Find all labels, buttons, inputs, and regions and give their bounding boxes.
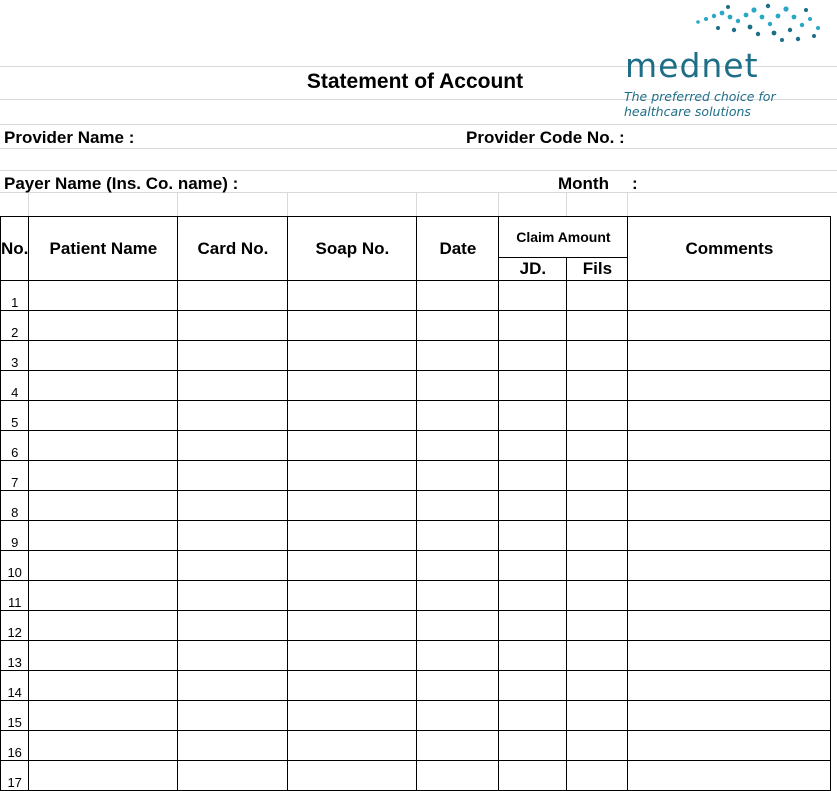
fils-cell[interactable] bbox=[567, 641, 628, 671]
jd-cell[interactable] bbox=[499, 611, 567, 641]
patient-name-cell[interactable] bbox=[29, 641, 178, 671]
card-no-cell[interactable] bbox=[178, 371, 288, 401]
patient-name-cell[interactable] bbox=[29, 461, 178, 491]
sheet-gridline bbox=[627, 192, 628, 216]
soap-no-cell[interactable] bbox=[288, 641, 417, 671]
row-number: 3 bbox=[1, 341, 29, 371]
date-cell[interactable] bbox=[417, 641, 499, 671]
table-row bbox=[1, 401, 831, 431]
logo-tagline: The preferred choice for bbox=[624, 89, 776, 104]
logo-dots-icon bbox=[618, 0, 837, 50]
patient-name-cell[interactable] bbox=[29, 491, 178, 521]
row-number: 7 bbox=[1, 461, 29, 491]
table-row bbox=[1, 551, 831, 581]
row-number: 12 bbox=[1, 611, 29, 641]
fils-cell[interactable] bbox=[567, 551, 628, 581]
soap-no-cell[interactable] bbox=[288, 431, 417, 461]
jd-cell[interactable] bbox=[499, 701, 567, 731]
card-no-cell[interactable] bbox=[178, 761, 288, 791]
soap-no-cell[interactable] bbox=[288, 581, 417, 611]
header-patient-name: Patient Name bbox=[29, 217, 178, 281]
patient-name-cell[interactable] bbox=[29, 581, 178, 611]
comments-cell[interactable] bbox=[628, 401, 831, 431]
jd-cell[interactable] bbox=[499, 761, 567, 791]
payer-name-label: Payer Name (Ins. Co. name) : bbox=[4, 174, 239, 193]
mednet-logo bbox=[618, 0, 837, 125]
jd-cell[interactable] bbox=[499, 491, 567, 521]
comments-cell[interactable] bbox=[628, 701, 831, 731]
comments-cell[interactable] bbox=[628, 731, 831, 761]
card-no-cell[interactable] bbox=[178, 401, 288, 431]
card-no-cell[interactable] bbox=[178, 551, 288, 581]
row-number: 5 bbox=[1, 401, 29, 431]
date-cell[interactable] bbox=[417, 671, 499, 701]
fils-cell[interactable] bbox=[567, 491, 628, 521]
table-row bbox=[1, 641, 831, 671]
table-row bbox=[1, 341, 831, 371]
jd-cell[interactable] bbox=[499, 581, 567, 611]
row-number: 15 bbox=[1, 701, 29, 731]
header-claim-amount: Claim Amount bbox=[499, 217, 628, 258]
date-cell[interactable] bbox=[417, 341, 499, 371]
row-number: 17 bbox=[1, 761, 29, 791]
table-row bbox=[1, 611, 831, 641]
jd-cell[interactable] bbox=[499, 731, 567, 761]
logo-wordmark: mednet bbox=[625, 46, 759, 85]
comments-cell[interactable] bbox=[628, 671, 831, 701]
fils-cell[interactable] bbox=[567, 581, 628, 611]
soap-no-cell[interactable] bbox=[288, 371, 417, 401]
card-no-cell[interactable] bbox=[178, 731, 288, 761]
table-row bbox=[1, 431, 831, 461]
logo-tagline: healthcare solutions bbox=[624, 104, 751, 119]
patient-name-cell[interactable] bbox=[29, 311, 178, 341]
soap-no-cell[interactable] bbox=[288, 311, 417, 341]
date-cell[interactable] bbox=[417, 401, 499, 431]
jd-cell[interactable] bbox=[499, 461, 567, 491]
comments-cell[interactable] bbox=[628, 311, 831, 341]
date-cell[interactable] bbox=[417, 731, 499, 761]
card-no-cell[interactable] bbox=[178, 281, 288, 311]
comments-cell[interactable] bbox=[628, 611, 831, 641]
row-number: 10 bbox=[1, 551, 29, 581]
header-card-no: Card No. bbox=[178, 217, 288, 281]
date-cell[interactable] bbox=[417, 761, 499, 791]
fils-cell[interactable] bbox=[567, 671, 628, 701]
fils-cell[interactable] bbox=[567, 311, 628, 341]
fils-cell[interactable] bbox=[567, 761, 628, 791]
row-number: 11 bbox=[1, 581, 29, 611]
row-number: 14 bbox=[1, 671, 29, 701]
soap-no-cell[interactable] bbox=[288, 461, 417, 491]
document-title: Statement of Account bbox=[306, 70, 524, 93]
soap-no-cell[interactable] bbox=[288, 551, 417, 581]
patient-name-cell[interactable] bbox=[29, 521, 178, 551]
soap-no-cell[interactable] bbox=[288, 401, 417, 431]
soap-no-cell[interactable] bbox=[288, 521, 417, 551]
comments-cell[interactable] bbox=[628, 281, 831, 311]
comments-cell[interactable] bbox=[628, 761, 831, 791]
patient-name-cell[interactable] bbox=[29, 401, 178, 431]
provider-name-label: Provider Name : bbox=[4, 128, 135, 147]
table-row bbox=[1, 371, 831, 401]
comments-cell[interactable] bbox=[628, 431, 831, 461]
sheet-gridline bbox=[177, 192, 178, 216]
fils-cell[interactable] bbox=[567, 401, 628, 431]
date-cell[interactable] bbox=[417, 491, 499, 521]
row-number: 1 bbox=[1, 281, 29, 311]
header-fils: Fils bbox=[567, 258, 628, 281]
patient-name-cell[interactable] bbox=[29, 281, 178, 311]
card-no-cell[interactable] bbox=[178, 641, 288, 671]
card-no-cell[interactable] bbox=[178, 461, 288, 491]
date-cell[interactable] bbox=[417, 701, 499, 731]
statement-table bbox=[0, 216, 831, 791]
comments-cell[interactable] bbox=[628, 551, 831, 581]
soap-no-cell[interactable] bbox=[288, 701, 417, 731]
jd-cell[interactable] bbox=[499, 431, 567, 461]
fils-cell[interactable] bbox=[567, 341, 628, 371]
comments-cell[interactable] bbox=[628, 521, 831, 551]
date-cell[interactable] bbox=[417, 281, 499, 311]
comments-cell[interactable] bbox=[628, 491, 831, 521]
row-number: 13 bbox=[1, 641, 29, 671]
soap-no-cell[interactable] bbox=[288, 341, 417, 371]
header-date: Date bbox=[417, 217, 499, 281]
fils-cell[interactable] bbox=[567, 521, 628, 551]
month-label: Month bbox=[558, 174, 609, 193]
provider-code-label: Provider Code No. : bbox=[466, 128, 625, 147]
sheet-gridline bbox=[0, 170, 837, 171]
table-row bbox=[1, 311, 831, 341]
row-number: 16 bbox=[1, 731, 29, 761]
soap-no-cell[interactable] bbox=[288, 611, 417, 641]
table-body bbox=[1, 281, 831, 791]
patient-name-cell[interactable] bbox=[29, 671, 178, 701]
table-row bbox=[1, 761, 831, 791]
row-number: 9 bbox=[1, 521, 29, 551]
card-no-cell[interactable] bbox=[178, 311, 288, 341]
patient-name-cell[interactable] bbox=[29, 431, 178, 461]
date-cell[interactable] bbox=[417, 431, 499, 461]
comments-cell[interactable] bbox=[628, 461, 831, 491]
fils-cell[interactable] bbox=[567, 281, 628, 311]
soap-no-cell[interactable] bbox=[288, 491, 417, 521]
table-row bbox=[1, 461, 831, 491]
date-cell[interactable] bbox=[417, 311, 499, 341]
jd-cell[interactable] bbox=[499, 671, 567, 701]
header-comments: Comments bbox=[628, 217, 831, 281]
soap-no-cell[interactable] bbox=[288, 281, 417, 311]
patient-name-cell[interactable] bbox=[29, 551, 178, 581]
patient-name-cell[interactable] bbox=[29, 701, 178, 731]
sheet-gridline bbox=[287, 192, 288, 216]
card-no-cell[interactable] bbox=[178, 701, 288, 731]
jd-cell[interactable] bbox=[499, 641, 567, 671]
soap-no-cell[interactable] bbox=[288, 761, 417, 791]
card-no-cell[interactable] bbox=[178, 341, 288, 371]
patient-name-cell[interactable] bbox=[29, 761, 178, 791]
table-row bbox=[1, 581, 831, 611]
card-no-cell[interactable] bbox=[178, 671, 288, 701]
fils-cell[interactable] bbox=[567, 371, 628, 401]
jd-cell[interactable] bbox=[499, 521, 567, 551]
table-row bbox=[1, 731, 831, 761]
header-jd: JD. bbox=[499, 258, 567, 281]
sheet-gridline bbox=[416, 192, 417, 216]
patient-name-cell[interactable] bbox=[29, 341, 178, 371]
fils-cell[interactable] bbox=[567, 701, 628, 731]
jd-cell[interactable] bbox=[499, 281, 567, 311]
table-row bbox=[1, 281, 831, 311]
jd-cell[interactable] bbox=[499, 311, 567, 341]
table-row bbox=[1, 521, 831, 551]
card-no-cell[interactable] bbox=[178, 581, 288, 611]
date-cell[interactable] bbox=[417, 551, 499, 581]
comments-cell[interactable] bbox=[628, 581, 831, 611]
card-no-cell[interactable] bbox=[178, 491, 288, 521]
card-no-cell[interactable] bbox=[178, 611, 288, 641]
date-cell[interactable] bbox=[417, 581, 499, 611]
comments-cell[interactable] bbox=[628, 341, 831, 371]
comments-cell[interactable] bbox=[628, 641, 831, 671]
card-no-cell[interactable] bbox=[178, 521, 288, 551]
comments-cell[interactable] bbox=[628, 371, 831, 401]
table-row bbox=[1, 491, 831, 521]
table-row bbox=[1, 671, 831, 701]
card-no-cell[interactable] bbox=[178, 431, 288, 461]
date-cell[interactable] bbox=[417, 521, 499, 551]
row-number: 6 bbox=[1, 431, 29, 461]
jd-cell[interactable] bbox=[499, 401, 567, 431]
patient-name-cell[interactable] bbox=[29, 371, 178, 401]
sheet-gridline bbox=[498, 192, 499, 216]
row-number: 8 bbox=[1, 491, 29, 521]
patient-name-cell[interactable] bbox=[29, 611, 178, 641]
header-soap-no: Soap No. bbox=[288, 217, 417, 281]
table-row bbox=[1, 701, 831, 731]
soap-no-cell[interactable] bbox=[288, 731, 417, 761]
fils-cell[interactable] bbox=[567, 731, 628, 761]
jd-cell[interactable] bbox=[499, 341, 567, 371]
row-number: 2 bbox=[1, 311, 29, 341]
header-no: No. bbox=[1, 217, 29, 281]
jd-cell[interactable] bbox=[499, 371, 567, 401]
sheet-gridline bbox=[566, 192, 567, 216]
sheet-gridline bbox=[0, 148, 837, 149]
date-cell[interactable] bbox=[417, 611, 499, 641]
row-number: 4 bbox=[1, 371, 29, 401]
month-colon: : bbox=[632, 174, 638, 193]
sheet-gridline bbox=[28, 192, 29, 216]
patient-name-cell[interactable] bbox=[29, 731, 178, 761]
fils-cell[interactable] bbox=[567, 431, 628, 461]
date-cell[interactable] bbox=[417, 461, 499, 491]
fils-cell[interactable] bbox=[567, 461, 628, 491]
jd-cell[interactable] bbox=[499, 551, 567, 581]
fils-cell[interactable] bbox=[567, 611, 628, 641]
date-cell[interactable] bbox=[417, 371, 499, 401]
soap-no-cell[interactable] bbox=[288, 671, 417, 701]
